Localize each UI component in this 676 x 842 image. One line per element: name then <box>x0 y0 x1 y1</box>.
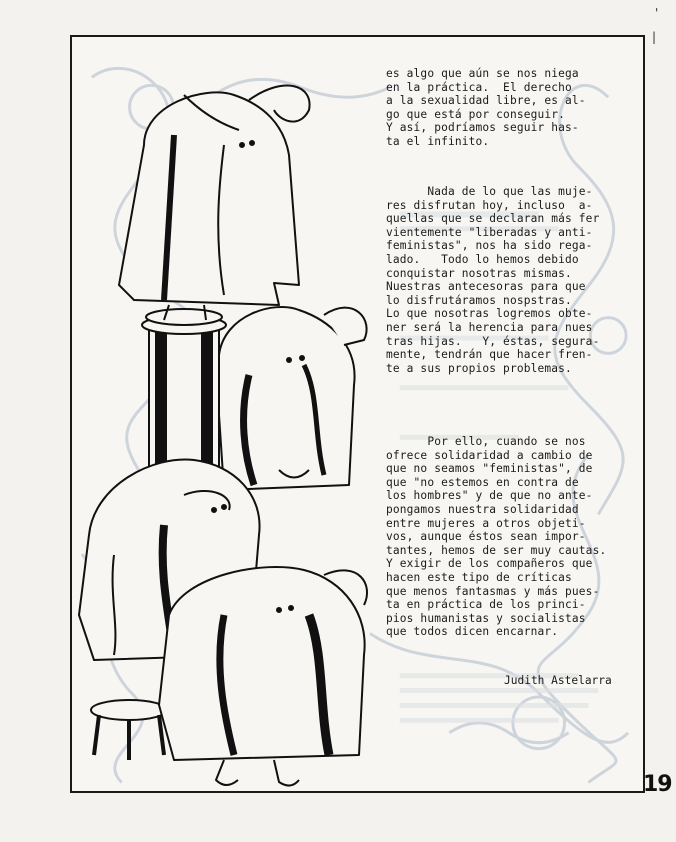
article-paragraph-1: es algo que aún se nos niega en la práctica. El derecho a la sexualidad libre, es al- go que está por conseguir. Y así, podríamos seguir has- ta el infinito. <box>386 67 586 148</box>
article-paragraph-2: Nada de lo que las muje- res disfrutan hoy, incluso a- quellas que se declaran más fer vientemente "liberadas y anti- feministas", nos ha sido rega- lado. Todo lo hemos debido conquistar nosotras mismas. Nuestras antecesoras para que lo disfrutáramos nospstras. Lo que nosotras logremos obte- ner será la herencia para nues tras hijas. Y, éstas, segura- mente, tendrán que hacer fren- te a sus propios problemas. <box>386 185 600 375</box>
page-frame <box>70 35 645 793</box>
edge-mark-top: ' <box>655 6 659 20</box>
page-number: 19 <box>643 772 672 797</box>
author-signature: Judith Astelarra <box>504 674 612 687</box>
article-paragraph-3: Por ello, cuando se nos ofrece solidaridad a cambio de que no seamos "feministas", de que "no estemos en contra de los hombres" y de que no ante- pongamos nuestra solidaridad entre mujeres a otros objeti- vos, aunque éstos sean impor- tantes, hemos de ser muy cautas. Y exigir de los compañeros que hacen este tipo de críticas que menos fantasmas y más pues- ta en práctica de los princi- pios humanistas y socialistas que todos dicen encarnar. <box>386 435 607 639</box>
edge-mark-right: | <box>652 30 657 44</box>
ghost-figures-illustration <box>74 55 374 793</box>
